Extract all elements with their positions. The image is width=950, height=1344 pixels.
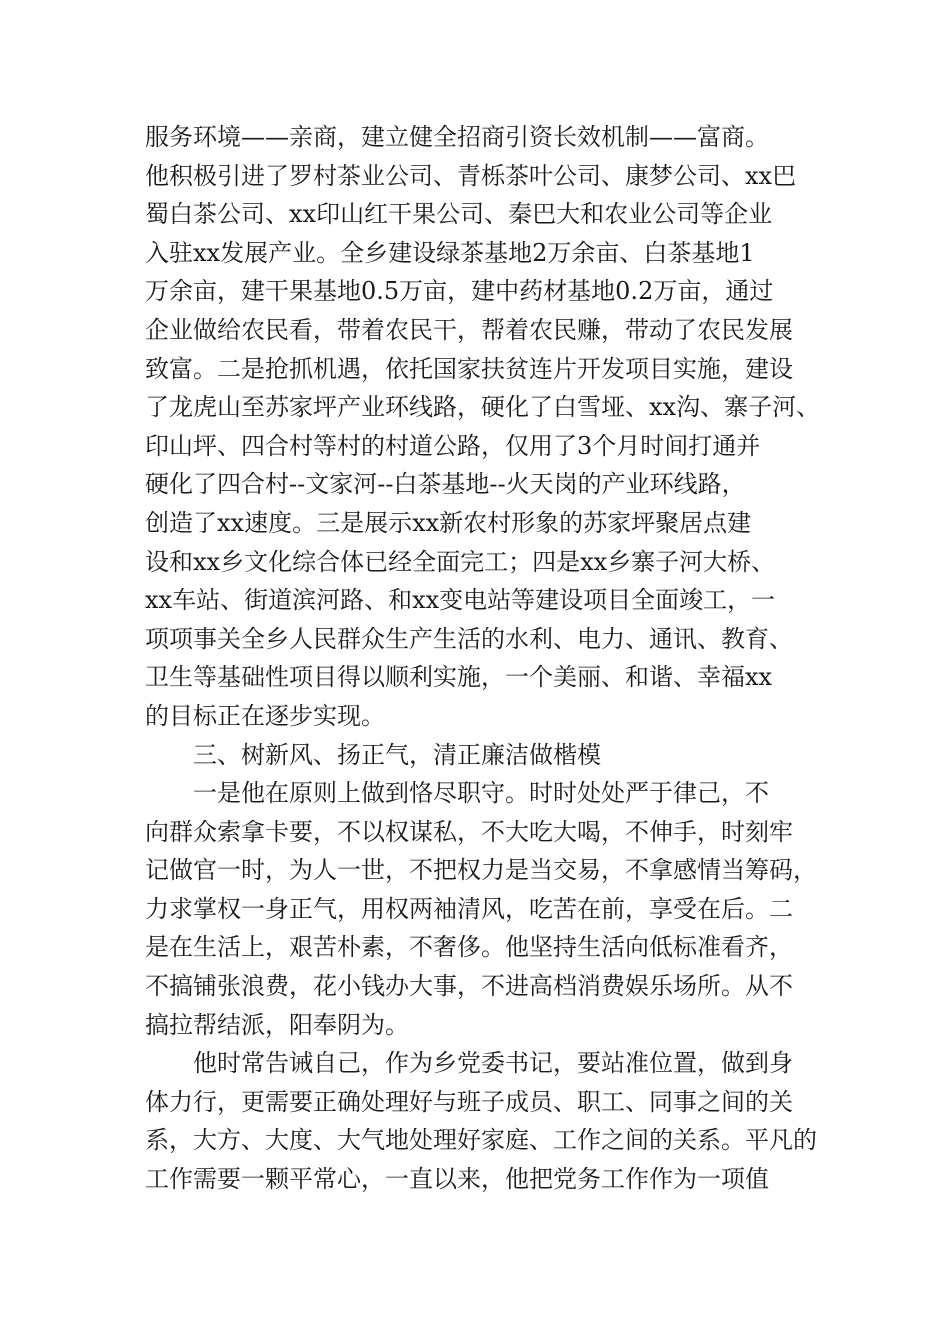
text-line: 卫生等基础性项目得以顺利实施，一个美丽、和谐、幸福xx [145,663,773,692]
text-line: 创造了xx速度。三是展示xx新农村形象的苏家坪聚居点建 [145,508,752,537]
text-line: 硬化了四合村--文家河--白茶基地--火天岗的产业环线路， [145,470,746,499]
text-line: 是在生活上，艰苦朴素，不奢侈。他坚持生活向低标准看齐， [145,933,793,962]
text-line: 印山坪、四合村等村的村道公路，仅用了3个月时间打通并 [145,431,761,460]
text-line: 设和xx乡文化综合体已经全面完工；四是xx乡寨子河大桥、 [145,547,776,576]
text-line: 他时常告诫自己，作为乡党委书记，要站准位置，做到身 [193,1049,793,1078]
text-line: 入驻xx发展产业。全乡建设绿茶基地2万余亩、白茶基地1 [145,238,755,267]
section-heading: 三、树新风、扬正气，清正廉洁做楷模 [193,740,601,769]
text-line: 向群众索拿卡要，不以权谋私，不大吃大喝，不伸手，时刻牢 [145,817,793,846]
text-line: 服务环境——亲商，建立健全招商引资长效机制——富商。 [145,123,769,151]
text-line: 力求掌权一身正气，用权两袖清风，吃苦在前，享受在后。二 [145,894,793,923]
text-line: 搞拉帮结派，阳奉阴为。 [145,1010,409,1039]
body-text [145,118,825,1199]
text-line: 一是他在原则上做到恪尽职守。时时处处严于律己，不 [193,779,769,808]
text-line: 体力行，更需要正确处理好与班子成员、职工、同事之间的关 [145,1087,793,1116]
text-line: 了龙虎山至苏家坪产业环线路，硬化了白雪垭、xx沟、寨子河、 [145,393,821,422]
text-line: 万余亩，建干果基地0.5万亩，建中药材基地0.2万亩，通过 [145,277,774,306]
text-line: 蜀白茶公司、xx印山红干果公司、秦巴大和农业公司等企业 [145,200,773,229]
text-line: 工作需要一颗平常心，一直以来，他把党务工作作为一项值 [145,1165,769,1194]
text-line: 系，大方、大度、大气地处理好家庭、工作之间的关系。平凡的 [145,1126,817,1155]
text-line: xx车站、街道滨河路、和xx变电站等建设项目全面竣工，一 [145,586,776,615]
text-line: 不搞铺张浪费，花小钱办大事，不进高档消费娱乐场所。从不 [145,972,793,1001]
text-line: 他积极引进了罗村茶业公司、青栎茶叶公司、康梦公司、xx巴 [145,161,797,190]
text-line: 致富。二是抢抓机遇，依托国家扶贫连片开发项目实施，建设 [145,354,793,383]
text-line: 项项事关全乡人民群众生产生活的水利、电力、通讯、教育、 [145,624,793,653]
text-line: 企业做给农民看，带着农民干，帮着农民赚，带动了农民发展 [145,315,793,344]
text-line: 的目标正在逐步实现。 [145,701,385,730]
text-line: 记做官一时，为人一世，不把权力是当交易，不拿感情当筹码， [145,856,817,885]
